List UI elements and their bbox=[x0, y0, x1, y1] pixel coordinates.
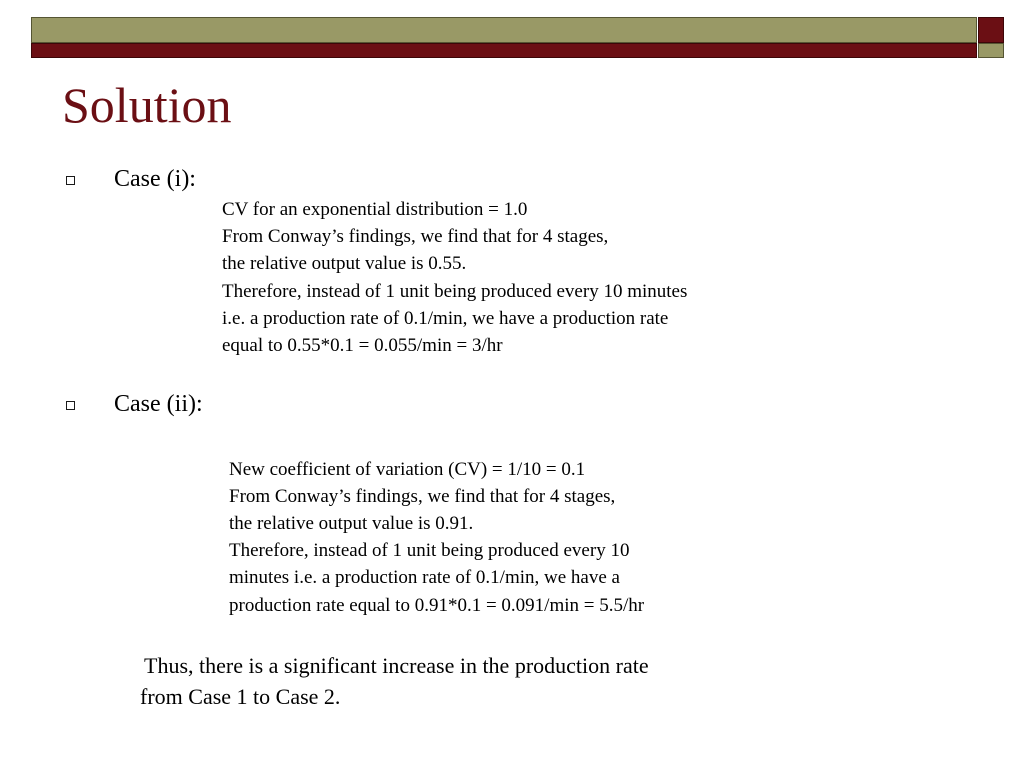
case2-line: the relative output value is 0.91. bbox=[229, 513, 474, 534]
square-bullet-icon bbox=[66, 176, 75, 185]
corner-square-maroon bbox=[978, 17, 1004, 43]
case2-line: New coefficient of variation (CV) = 1/10 = 0.1 bbox=[229, 459, 586, 480]
case2-line: minutes i.e. a production rate of 0.1/min, we have a bbox=[229, 567, 620, 588]
case1-line: CV for an exponential distribution = 1.0 bbox=[222, 199, 528, 220]
header-band-maroon bbox=[31, 43, 977, 58]
case2-line: production rate equal to 0.91*0.1 = 0.091/min = 5.5/hr bbox=[229, 595, 645, 616]
slide-title: Solution bbox=[62, 77, 232, 133]
case1-line: Therefore, instead of 1 unit being produced every 10 minutes bbox=[222, 281, 688, 302]
case2-line: From Conway’s findings, we find that for 4 stages, bbox=[229, 486, 616, 507]
case2-line: Therefore, instead of 1 unit being produced every 10 bbox=[229, 540, 630, 561]
conclusion-line: Thus, there is a significant increase in the production rate bbox=[144, 653, 649, 678]
case1-line: the relative output value is 0.55. bbox=[222, 253, 467, 274]
header-band-olive bbox=[31, 17, 977, 43]
corner-square-olive bbox=[978, 43, 1004, 58]
case1-line: i.e. a production rate of 0.1/min, we have a production rate bbox=[222, 308, 669, 329]
case1-line: From Conway’s findings, we find that for 4 stages, bbox=[222, 226, 609, 247]
case2-label: Case (ii): bbox=[114, 391, 203, 417]
conclusion-line: from Case 1 to Case 2. bbox=[140, 684, 341, 709]
square-bullet-icon bbox=[66, 401, 75, 410]
case1-line: equal to 0.55*0.1 = 0.055/min = 3/hr bbox=[222, 335, 503, 356]
case1-label: Case (i): bbox=[114, 166, 196, 192]
